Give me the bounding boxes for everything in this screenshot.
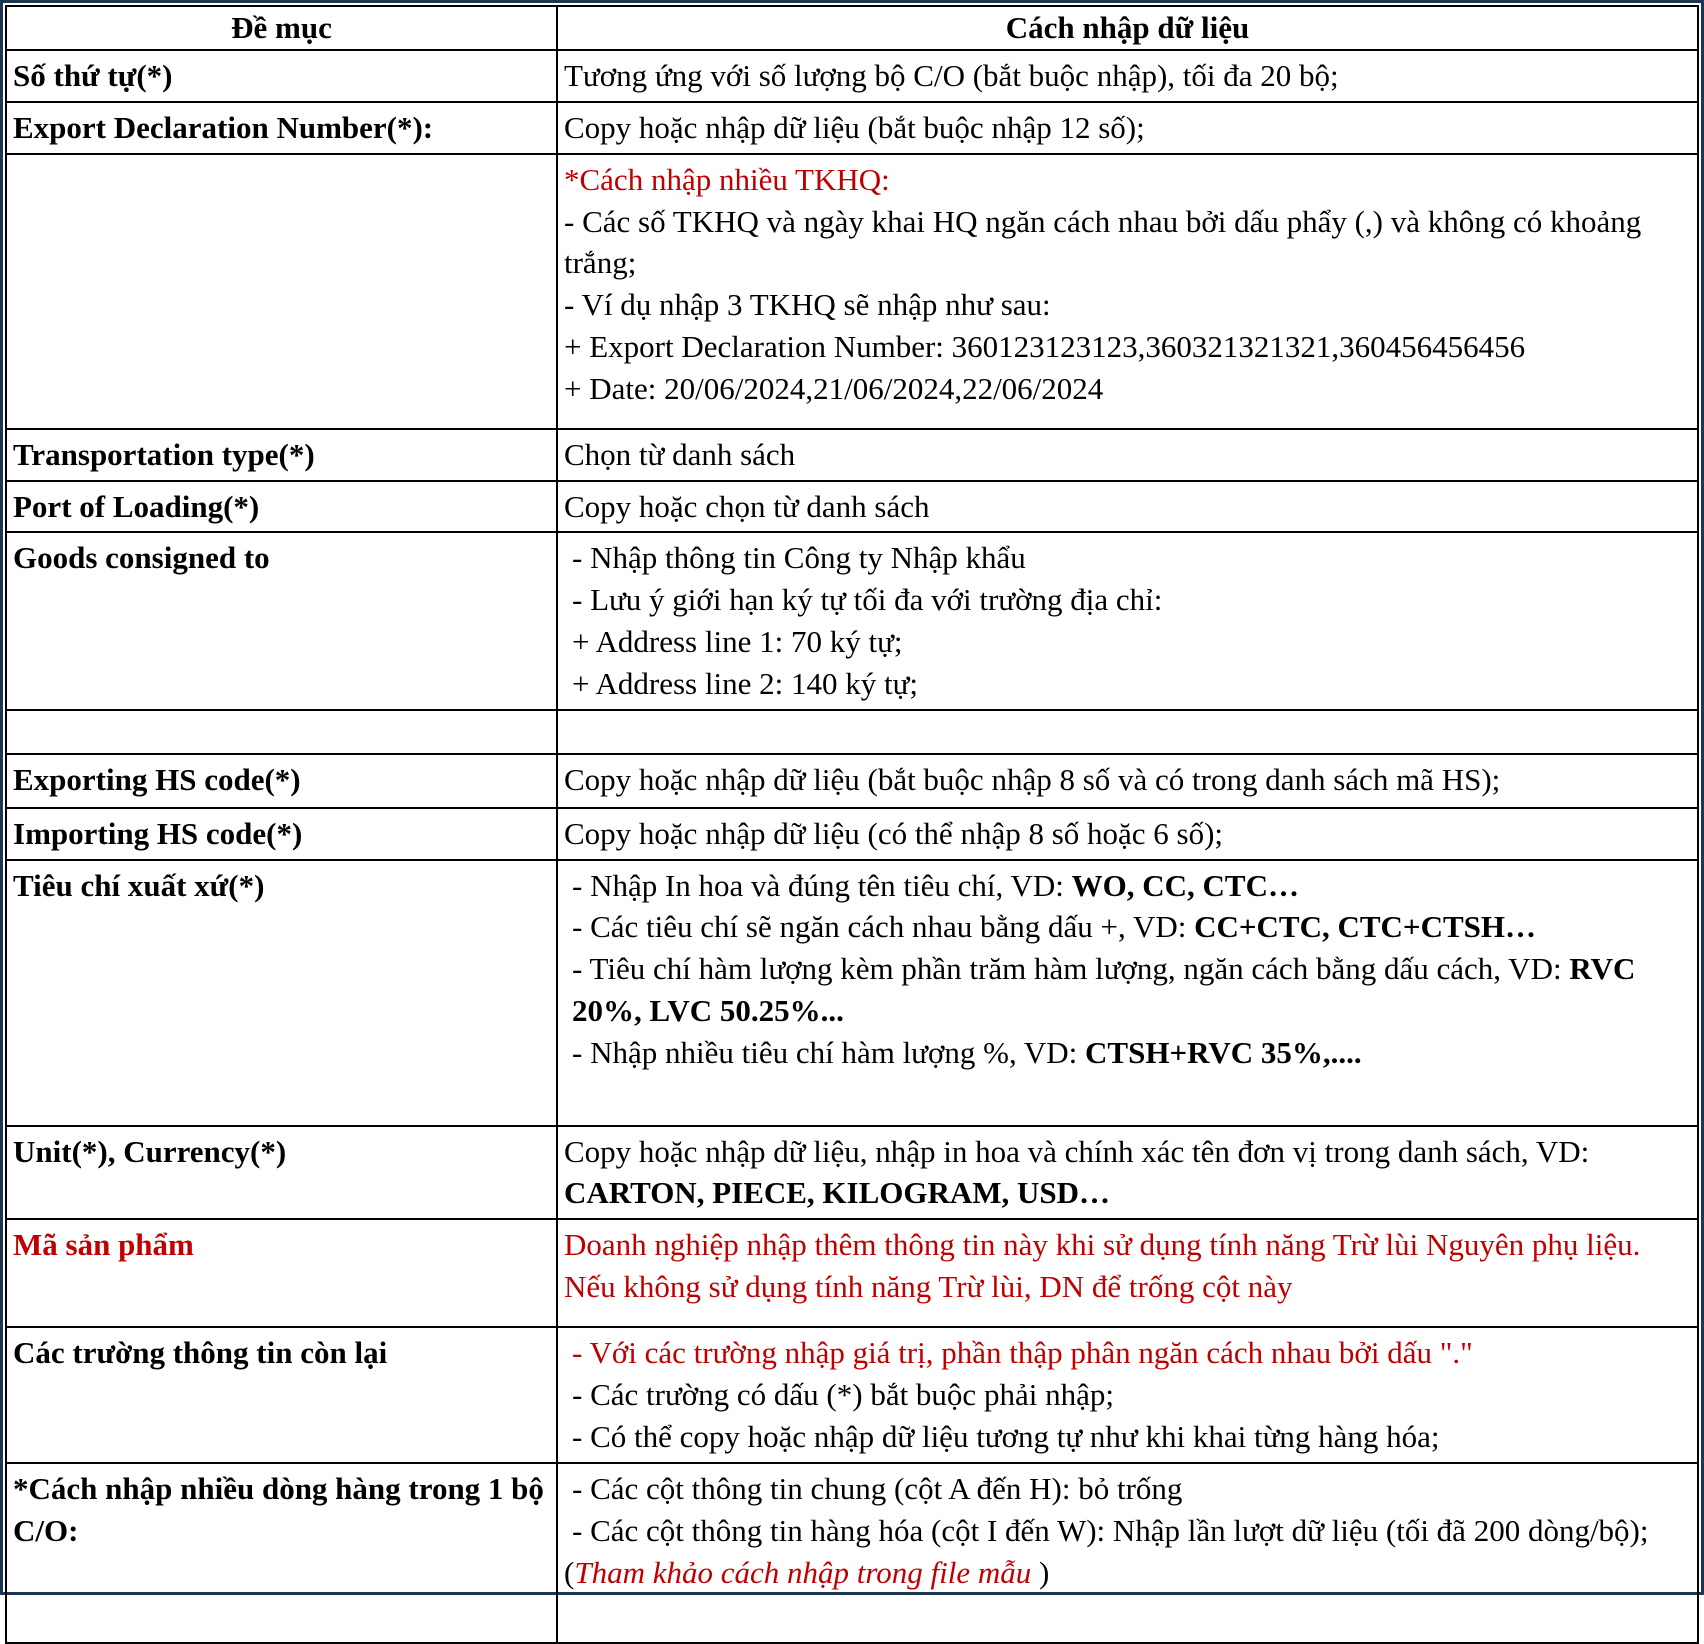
data-entry-guide-table [5, 5, 1699, 1644]
field-instruction [557, 1219, 1698, 1327]
table-row [6, 1327, 1698, 1463]
header-input-method: Cách nhập dữ liệu [557, 6, 1698, 50]
field-label: Export Declaration Number(*): [6, 102, 557, 154]
field-instruction [557, 532, 1698, 709]
reference-note [564, 1552, 1691, 1594]
table-row [6, 154, 1698, 429]
example-values: CC+CTC, CTC+CTSH… [1194, 909, 1537, 945]
instruction-text: - Tiêu chí hàm lượng kèm phần trăm hàm lượng, ngăn cách bằng dấu cách, VD: [572, 951, 1570, 987]
example-values: CTSH+RVC 35%,.... [1085, 1034, 1362, 1070]
note-text: Tham khảo cách nhập trong file mẫu [574, 1554, 1039, 1590]
note-open-paren: ( [564, 1554, 575, 1590]
field-instruction [557, 50, 1698, 102]
instruction-line: + Date: 20/06/2024,21/06/2024,22/06/2024 [564, 370, 1104, 406]
instruction-line: Doanh nghiệp nhập thêm thông tin này khi sử dụng tính năng Trừ lùi Nguyên phụ liệu. Nếu không sử dụng tính năng Trừ lùi, DN để trống cột này [564, 1227, 1641, 1305]
instruction-text: - Nhập In hoa và đúng tên tiêu chí, VD: [572, 867, 1072, 903]
instruction-line: Copy hoặc nhập dữ liệu (có thể nhập 8 số hoặc 6 số); [564, 815, 1224, 851]
table-row [6, 481, 1698, 533]
field-instruction [557, 860, 1698, 1126]
field-instruction [557, 754, 1698, 808]
table-row [6, 808, 1698, 860]
instruction-line: - Các cột thông tin chung (cột A đến H): bỏ trống [572, 1470, 1183, 1506]
instruction-line: Tương ứng với số lượng bộ C/O (bắt buộc nhập), tối đa 20 bộ; [564, 58, 1339, 93]
field-instruction [557, 429, 1698, 481]
field-label: Các trường thông tin còn lại [6, 1327, 557, 1463]
instruction-line: - Ví dụ nhập 3 TKHQ sẽ nhập như sau: [564, 287, 1051, 323]
table-row [6, 1126, 1698, 1220]
instruction-line: - Các cột thông tin hàng hóa (cột I đến W): Nhập lần lượt dữ liệu (tối đã 200 dòng/bộ); [572, 1512, 1649, 1548]
note-close-paren: ) [1039, 1554, 1050, 1590]
instruction-line: Chọn từ danh sách [564, 436, 796, 472]
field-instruction [557, 154, 1698, 429]
instruction-text: Copy hoặc nhập dữ liệu, nhập in hoa và chính xác tên đơn vị trong danh sách, VD: [564, 1133, 1590, 1169]
field-label: Số thứ tự(*) [6, 50, 557, 102]
field-instruction [557, 481, 1698, 533]
table-row [6, 532, 1698, 709]
instruction-line-highlight: - Với các trường nhập giá trị, phần thập phân ngăn cách nhau bởi dấu "." [572, 1335, 1473, 1371]
instruction-line: Copy hoặc nhập dữ liệu (bắt buộc nhập 8 số và có trong danh sách mã HS); [564, 761, 1501, 797]
header-field: Đề mục [6, 6, 557, 50]
instruction-line [564, 906, 1691, 948]
field-label: Tiêu chí xuất xứ(*) [6, 860, 557, 1126]
field-label: *Cách nhập nhiều dòng hàng trong 1 bộ C/O: [6, 1463, 557, 1643]
field-instruction [557, 710, 1698, 754]
field-label [6, 710, 557, 754]
field-label: Port of Loading(*) [6, 481, 557, 533]
instruction-line: Copy hoặc nhập dữ liệu (bắt buộc nhập 12 số); [564, 109, 1145, 145]
instruction-line [564, 948, 1691, 1032]
instruction-text: - Các tiêu chí sẽ ngăn cách nhau bằng dấu +, VD: [572, 909, 1195, 945]
table-row [6, 860, 1698, 1126]
field-instruction [557, 808, 1698, 860]
instruction-heading: *Cách nhập nhiều TKHQ: [564, 161, 890, 197]
example-values: CARTON, PIECE, KILOGRAM, USD… [564, 1175, 1111, 1211]
instruction-line [564, 1032, 1691, 1074]
table-row [6, 50, 1698, 102]
instruction-line [564, 865, 1691, 907]
field-label: Unit(*), Currency(*) [6, 1126, 557, 1220]
field-instruction [557, 1126, 1698, 1220]
instruction-line: - Nhập thông tin Công ty Nhập khẩu [572, 540, 1026, 576]
field-label: Mã sản phẩm [6, 1219, 557, 1327]
instruction-text: - Nhập nhiều tiêu chí hàm lượng %, VD: [572, 1034, 1086, 1070]
field-label: Transportation type(*) [6, 429, 557, 481]
instruction-line: - Các số TKHQ và ngày khai HQ ngăn cách nhau bởi dấu phẩy (,) và không có khoảng trắng; [564, 203, 1642, 281]
field-instruction [557, 1463, 1698, 1643]
table-row [6, 429, 1698, 481]
instruction-line: - Lưu ý giới hạn ký tự tối đa với trường địa chỉ: [572, 582, 1163, 618]
instruction-line: + Address line 2: 140 ký tự; [572, 665, 918, 701]
field-label: Importing HS code(*) [6, 808, 557, 860]
field-label [6, 154, 557, 429]
instruction-line: + Export Declaration Number: 360123123123,360321321321,360456456456 [564, 329, 1526, 365]
field-label: Exporting HS code(*) [6, 754, 557, 808]
table-row [6, 1463, 1698, 1643]
instruction-line: - Các trường có dấu (*) bắt buộc phải nhập; [572, 1377, 1114, 1413]
instruction-line: - Có thể copy hoặc nhập dữ liệu tương tự như khi khai từng hàng hóa; [572, 1418, 1440, 1454]
example-values: WO, CC, CTC… [1071, 867, 1299, 903]
instruction-line: + Address line 1: 70 ký tự; [572, 624, 903, 660]
instruction-line: Copy hoặc chọn từ danh sách [564, 488, 930, 524]
example-values: RVC 20%, LVC 50.25%... [572, 951, 1636, 1029]
field-instruction [557, 102, 1698, 154]
table-header-row [6, 6, 1698, 50]
table-row [6, 1219, 1698, 1327]
table-row-empty [6, 710, 1698, 754]
field-instruction [557, 1327, 1698, 1463]
field-label: Goods consigned to [6, 532, 557, 709]
table-row [6, 102, 1698, 154]
table-row [6, 754, 1698, 808]
